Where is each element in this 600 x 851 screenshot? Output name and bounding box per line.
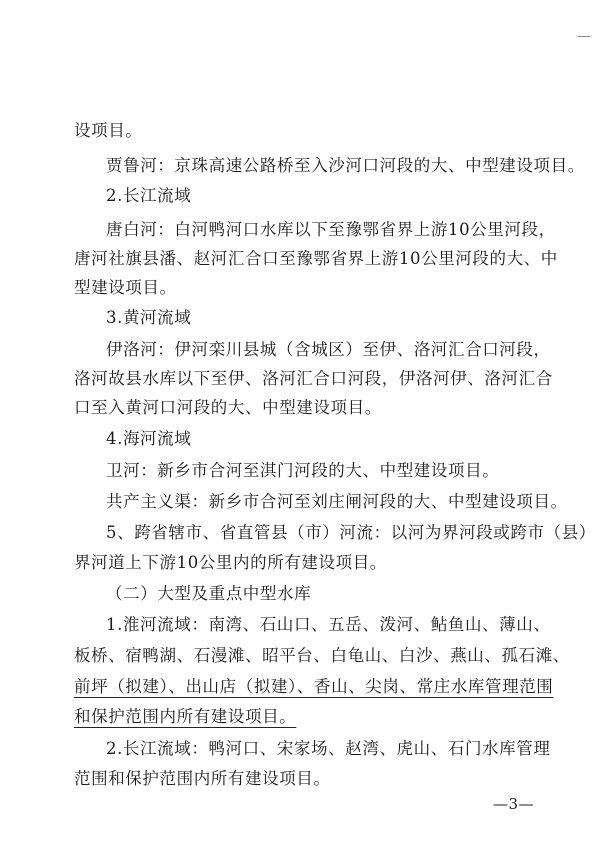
text-line-19: 前坪（拟建）、出山店（拟建）、香山、尖岗、常庄水库管理范围 (74, 677, 554, 696)
text-line-5: 唐河社旗县潘、赵河汇合口至豫鄂省界上游10公里河段的大、中 (74, 249, 558, 268)
scan-mark (578, 36, 590, 37)
text-line-13: 共产主义渠：新乡市合河至刘庄闸河段的大、中型建设项目。 (106, 492, 568, 511)
text-line-9: 洛河故县水库以下至伊、洛河汇合口河段，伊洛河伊、洛河汇合 (74, 369, 553, 388)
text-line-1: 设项目。 (74, 121, 143, 140)
text-line-10: 口至入黄河口河段的大、中型建设项目。 (74, 398, 382, 417)
section-heading-reservoirs: （二）大型及重点中型水库 (106, 584, 312, 603)
section-heading-yangtze: 2.长江流域 (106, 186, 192, 205)
page-number: —3— (492, 795, 534, 813)
text-line-18: 板桥、宿鸭湖、石漫滩、昭平台、白龟山、白沙、燕山、孤石滩、 (74, 646, 570, 665)
section-heading-yellow-river: 3.黄河流域 (106, 308, 192, 327)
text-line-20: 和保护范围内所有建设项目。 (74, 707, 297, 726)
text-line-12: 卫河：新乡市合河至淇门河段的大、中型建设项目。 (106, 461, 500, 480)
text-line-4: 唐白河：白河鸭河口水库以下至豫鄂省界上游10公里河段， (106, 220, 556, 239)
text-line-6: 型建设项目。 (74, 278, 177, 297)
text-line-2: 贾鲁河：京珠高速公路桥至入沙河口河段的大、中型建设项目。 (106, 156, 585, 175)
text-line-8: 伊洛河：伊河栾川县城（含城区）至伊、洛河汇合口河段， (106, 340, 551, 359)
text-line-14: 5、跨省辖市、省直管县（市）河流：以河为界河段或跨市（县） (106, 523, 596, 542)
text-line-21: 2.长江流域：鸭河口、宋家场、赵湾、虎山、石门水库管理 (106, 739, 551, 758)
section-heading-haihe: 4.海河流域 (106, 429, 192, 448)
text-line-17: 1.淮河流域：南湾、石山口、五岳、泼河、鲇鱼山、薄山、 (106, 615, 551, 634)
text-line-15: 界河道上下游10公里内的所有建设项目。 (74, 553, 387, 572)
text-line-22: 范围和保护范围内所有建设项目。 (74, 769, 331, 788)
